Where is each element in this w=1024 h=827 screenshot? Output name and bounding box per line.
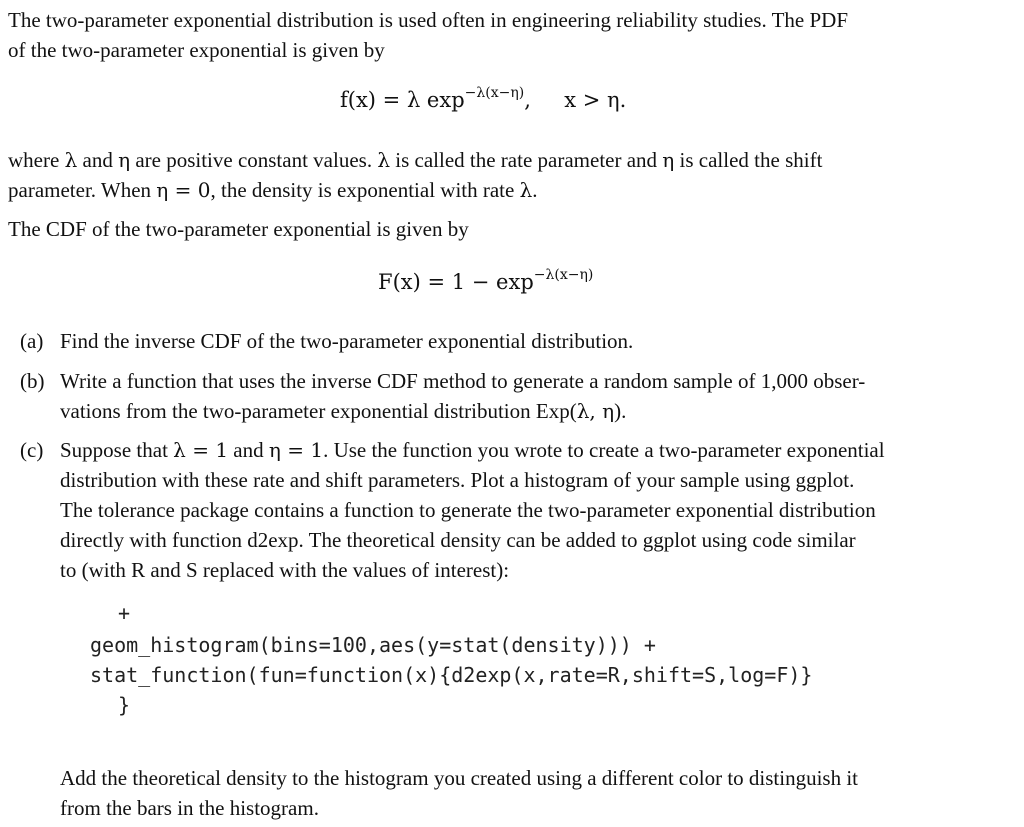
text-run: and <box>228 438 269 462</box>
cdf-equation-lhs: F(x) = 1 − exp <box>378 270 534 294</box>
intro-line-1: The two-parameter exponential distribution is used often in engineering reliability studies. The PDF <box>8 8 849 32</box>
math-lambda-eq: λ = 1 <box>173 438 229 462</box>
item-text <box>60 435 885 585</box>
math-eta: η <box>662 148 675 172</box>
text-run: Suppose that <box>60 438 174 462</box>
item-a-line-1: Find the inverse CDF of the two-parameter exponential distribution. <box>60 329 634 353</box>
text-run: and <box>77 148 119 172</box>
item-c-line-3: The tolerance package contains a function to generate the two-parameter exponential distribution <box>60 498 876 522</box>
where-line-1 <box>8 145 1008 175</box>
text-run: is called the shift <box>674 148 823 172</box>
cdf-equation <box>378 267 594 294</box>
code-line-3: stat_function(fun=function(x){d2exp(x,rate=R,shift=S,log=F)} <box>90 663 813 687</box>
intro-line-2: of the two-parameter exponential is given by <box>8 38 385 62</box>
item-b-line-2 <box>60 396 865 426</box>
math-lambda: λ <box>377 148 391 172</box>
math-eta-eq: η = 1 <box>268 438 324 462</box>
where-line-2 <box>8 175 1008 205</box>
pdf-equation <box>340 85 627 112</box>
item-label: (a) <box>20 329 44 353</box>
item-text <box>60 326 633 356</box>
pdf-equation-exponent: −λ(x−η) <box>464 85 525 101</box>
code-line-2: geom_histogram(bins=100,aes(y=stat(density))) + <box>90 633 656 657</box>
cdf-equation-exponent: −λ(x−η) <box>533 267 594 283</box>
text-run: , the density is exponential with rate <box>210 178 520 202</box>
item-label: (b) <box>20 369 45 393</box>
item-c-line-2: distribution with these rate and shift parameters. Plot a histogram of your sample using ggplot. <box>60 468 855 492</box>
item-b-line-1: Write a function that uses the inverse CDF method to generate a random sample of 1,000 obser- <box>60 369 866 393</box>
text-run: are positive constant values. <box>130 148 378 172</box>
text-run: . <box>532 178 538 202</box>
text-run: is called the rate parameter and <box>390 148 663 172</box>
item-text <box>60 366 865 426</box>
where-paragraph <box>8 145 1008 205</box>
math-eta: η <box>118 148 131 172</box>
code-line-4: } <box>118 693 131 717</box>
intro-paragraph <box>8 5 1008 65</box>
closing-line-2: from the bars in the histogram. <box>60 796 319 820</box>
closing-paragraph <box>60 763 1010 823</box>
item-c-line-5: to (with R and S replaced with the values of interest): <box>60 558 510 582</box>
math-params: λ, η <box>576 399 615 423</box>
closing-line-1: Add the theoretical density to the histogram you created using a different color to distinguish it <box>60 766 859 790</box>
text-run: . Use the function you wrote to create a two-parameter exponential <box>323 438 885 462</box>
cdf-intro: The CDF of the two-parameter exponential is given by <box>8 217 469 241</box>
text-run: vations from the two-parameter exponential distribution Exp( <box>60 399 577 423</box>
pdf-equation-lhs: f(x) = λ exp <box>340 88 465 112</box>
item-label: (c) <box>20 438 44 462</box>
text-run: where <box>8 148 65 172</box>
text-run: ). <box>614 399 627 423</box>
code-line-1: + <box>118 601 131 625</box>
math-lambda: λ <box>64 148 78 172</box>
item-c-line-4: directly with function d2exp. The theoretical density can be added to ggplot using code similar <box>60 528 856 552</box>
text-run: parameter. When <box>8 178 157 202</box>
math-lambda: λ <box>519 178 533 202</box>
pdf-equation-tail: , x > η. <box>524 88 627 112</box>
math-eta-zero: η = 0 <box>156 178 211 202</box>
item-c-line-1 <box>60 435 885 465</box>
